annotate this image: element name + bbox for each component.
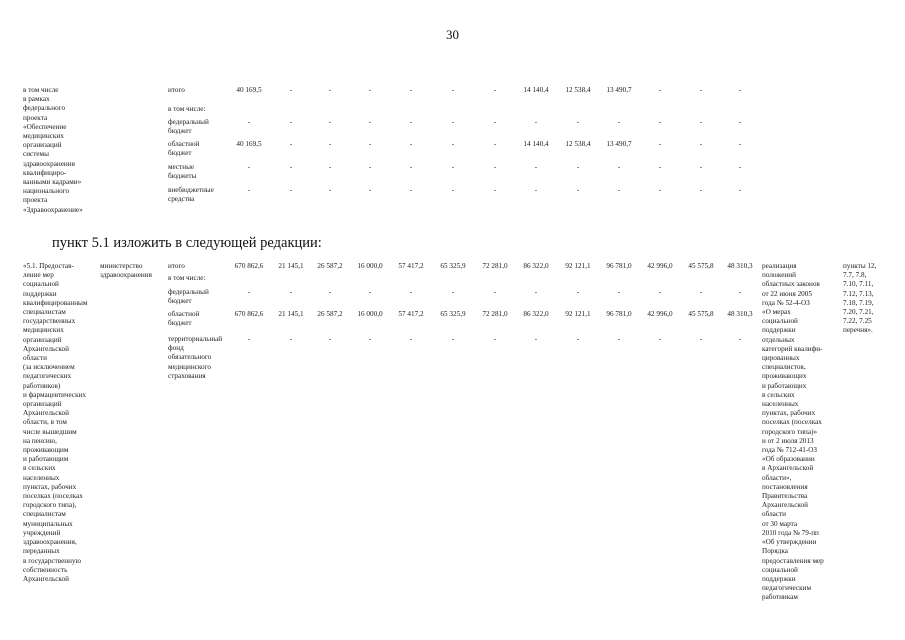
table-cell: - [451, 186, 455, 194]
table-cell: 14 140,4 [523, 140, 549, 148]
funding-source-label: в том числе: [168, 274, 206, 282]
funding-source-label: областной бюджет [168, 140, 200, 158]
table-cell: 21 145,1 [278, 310, 304, 318]
block2-measure: «5.1. Предостав- ление мер социальной поддержки квалифицированным специалистам государственных медицинских организаций Архангельской области (за исключением педагогических работников) и фармацевтических организаций Архангельской области, в том числе вышедшим на пенсию, проживающим и работающим в сельских населенных пунктах, рабочих поселках (поселках городского типа), специалистам муниципальных учреждений здравоохранения, переданных в государственную собственность Архангельской [23, 262, 88, 583]
table-cell: - [328, 163, 332, 171]
table-cell: 86 322,0 [523, 310, 549, 318]
table-cell: - [534, 186, 538, 194]
table-cell: - [738, 335, 742, 343]
page-number: 30 [446, 27, 459, 42]
table-cell: 42 996,0 [647, 262, 673, 270]
table-cell: 96 781,0 [606, 262, 632, 270]
funding-source-label: местные бюджеты [168, 163, 197, 181]
table-cell: 12 538,4 [565, 86, 591, 94]
table-cell: - [289, 186, 293, 194]
table-cell: - [738, 140, 742, 148]
table-cell: 13 490,7 [606, 86, 632, 94]
table-cell: 45 575,8 [688, 262, 714, 270]
table-cell: - [699, 163, 703, 171]
funding-source-label: итого [168, 86, 185, 94]
table-cell: - [534, 335, 538, 343]
table-cell: - [699, 288, 703, 296]
table-cell: 72 281,0 [482, 310, 508, 318]
table-cell: - [368, 335, 372, 343]
table-cell: - [247, 163, 251, 171]
table-cell: - [451, 118, 455, 126]
block2-result: реализация положений областных законов от 22 июня 2005 года № 52-4-ОЗ «О мерах социальной поддержки отдельных категорий квалифи- цированных специалистов, проживающих и работающих в сельских населенных пунктах, рабочих поселках (поселках городского типа)» и от 2 июля 2013 года № 712-41-ОЗ «Об образовании в Архангельской области», постановления Правительства Архангельской области от 30 марта 2010 года № 79-пп «Об утверждении Порядка предоставления мер социальной поддержки педагогическим работникам [762, 262, 824, 602]
table-cell: - [368, 140, 372, 148]
table-cell: 92 121,1 [565, 262, 591, 270]
table-cell: - [493, 186, 497, 194]
table-cell: - [409, 140, 413, 148]
table-cell: - [247, 186, 251, 194]
table-cell: 57 417,2 [398, 262, 424, 270]
table-cell: - [289, 163, 293, 171]
table-cell: - [289, 118, 293, 126]
table-cell: - [289, 140, 293, 148]
table-cell: 48 310,3 [727, 310, 753, 318]
table-cell: - [328, 186, 332, 194]
table-cell: 670 862,6 [234, 310, 264, 318]
table-cell: - [328, 86, 332, 94]
table-cell: 16 000,0 [357, 262, 383, 270]
table-cell: - [534, 288, 538, 296]
table-cell: - [451, 163, 455, 171]
table-cell: - [493, 335, 497, 343]
table-cell: - [409, 86, 413, 94]
table-cell: - [658, 335, 662, 343]
table-cell: - [534, 163, 538, 171]
table-cell: - [534, 118, 538, 126]
table-cell: 16 000,0 [357, 310, 383, 318]
table-cell: - [576, 163, 580, 171]
table-cell: - [328, 140, 332, 148]
table-cell: - [409, 163, 413, 171]
table-cell: - [617, 288, 621, 296]
table-cell: 42 996,0 [647, 310, 673, 318]
table-cell: - [658, 288, 662, 296]
funding-source-label: областной бюджет [168, 310, 200, 328]
table-cell: - [699, 86, 703, 94]
block2-executor: министерство здравоохранения [100, 262, 152, 280]
section-heading: пункт 5.1 изложить в следующей редакции: [52, 235, 322, 251]
funding-source-label: федеральный бюджет [168, 288, 209, 306]
table-cell: - [658, 186, 662, 194]
table-cell: - [368, 86, 372, 94]
table-cell: - [738, 288, 742, 296]
table-cell: - [289, 335, 293, 343]
table-cell: - [451, 140, 455, 148]
table-cell: 26 587,2 [317, 310, 343, 318]
table-cell: 26 587,2 [317, 262, 343, 270]
table-cell: - [451, 335, 455, 343]
table-cell: - [409, 288, 413, 296]
table-cell: - [658, 86, 662, 94]
table-cell: - [658, 140, 662, 148]
table-cell: 14 140,4 [523, 86, 549, 94]
table-cell: - [699, 140, 703, 148]
table-cell: - [699, 335, 703, 343]
table-cell: 57 417,2 [398, 310, 424, 318]
table-cell: - [328, 118, 332, 126]
table-cell: - [493, 140, 497, 148]
table-cell: 65 325,9 [440, 310, 466, 318]
block1-label: в том числе в рамках федерального проекта «Обеспечение медицинских организаций системы здравоохранения квалифициро- ванными кадрами» национального проекта «Здравоохранение» [23, 86, 83, 214]
table-cell: - [247, 288, 251, 296]
table-cell: 86 322,0 [523, 262, 549, 270]
table-cell: 13 490,7 [606, 140, 632, 148]
table-cell: - [247, 118, 251, 126]
table-cell: - [368, 163, 372, 171]
table-cell: 96 781,0 [606, 310, 632, 318]
table-cell: - [409, 335, 413, 343]
table-cell: - [289, 288, 293, 296]
table-cell: - [493, 86, 497, 94]
table-cell: - [493, 288, 497, 296]
table-cell: - [617, 163, 621, 171]
table-cell: 45 575,8 [688, 310, 714, 318]
table-cell: - [451, 86, 455, 94]
table-cell: 48 310,3 [727, 262, 753, 270]
table-cell: 21 145,1 [278, 262, 304, 270]
table-cell: - [368, 118, 372, 126]
table-cell: - [493, 118, 497, 126]
table-cell: - [617, 186, 621, 194]
table-cell: 65 325,9 [440, 262, 466, 270]
table-cell: 40 169,5 [236, 86, 262, 94]
table-cell: - [409, 118, 413, 126]
table-cell: - [617, 335, 621, 343]
table-cell: - [409, 186, 413, 194]
table-cell: - [699, 118, 703, 126]
table-cell: - [576, 335, 580, 343]
table-cell: - [451, 288, 455, 296]
table-cell: - [576, 118, 580, 126]
table-cell: - [658, 163, 662, 171]
table-cell: - [738, 186, 742, 194]
table-cell: - [368, 288, 372, 296]
table-cell: - [738, 163, 742, 171]
table-cell: - [738, 86, 742, 94]
table-cell: - [617, 118, 621, 126]
table-cell: - [368, 186, 372, 194]
funding-source-label: внебюджетные средства [168, 186, 214, 204]
funding-source-label: федеральный бюджет [168, 118, 209, 136]
funding-source-label: территориальный фонд обязательного медицинского страхования [168, 335, 223, 380]
table-cell: - [328, 335, 332, 343]
table-cell: - [328, 288, 332, 296]
funding-source-label: в том числе: [168, 105, 206, 113]
table-cell: - [738, 118, 742, 126]
table-cell: - [493, 163, 497, 171]
block2-indicators: пункты 12, 7.7, 7.8, 7.10, 7.11, 7.12, 7.13, 7.18, 7.19, 7.20, 7.21, 7.22, 7.25 перечня». [843, 262, 877, 335]
table-cell: - [658, 118, 662, 126]
table-cell: - [247, 335, 251, 343]
table-cell: 12 538,4 [565, 140, 591, 148]
table-cell: - [576, 288, 580, 296]
table-cell: 40 169,5 [236, 140, 262, 148]
funding-source-label: итого [168, 262, 185, 270]
table-cell: 92 121,1 [565, 310, 591, 318]
table-cell: 72 281,0 [482, 262, 508, 270]
table-cell: - [289, 86, 293, 94]
table-cell: - [699, 186, 703, 194]
table-cell: - [576, 186, 580, 194]
table-cell: 670 862,6 [234, 262, 264, 270]
